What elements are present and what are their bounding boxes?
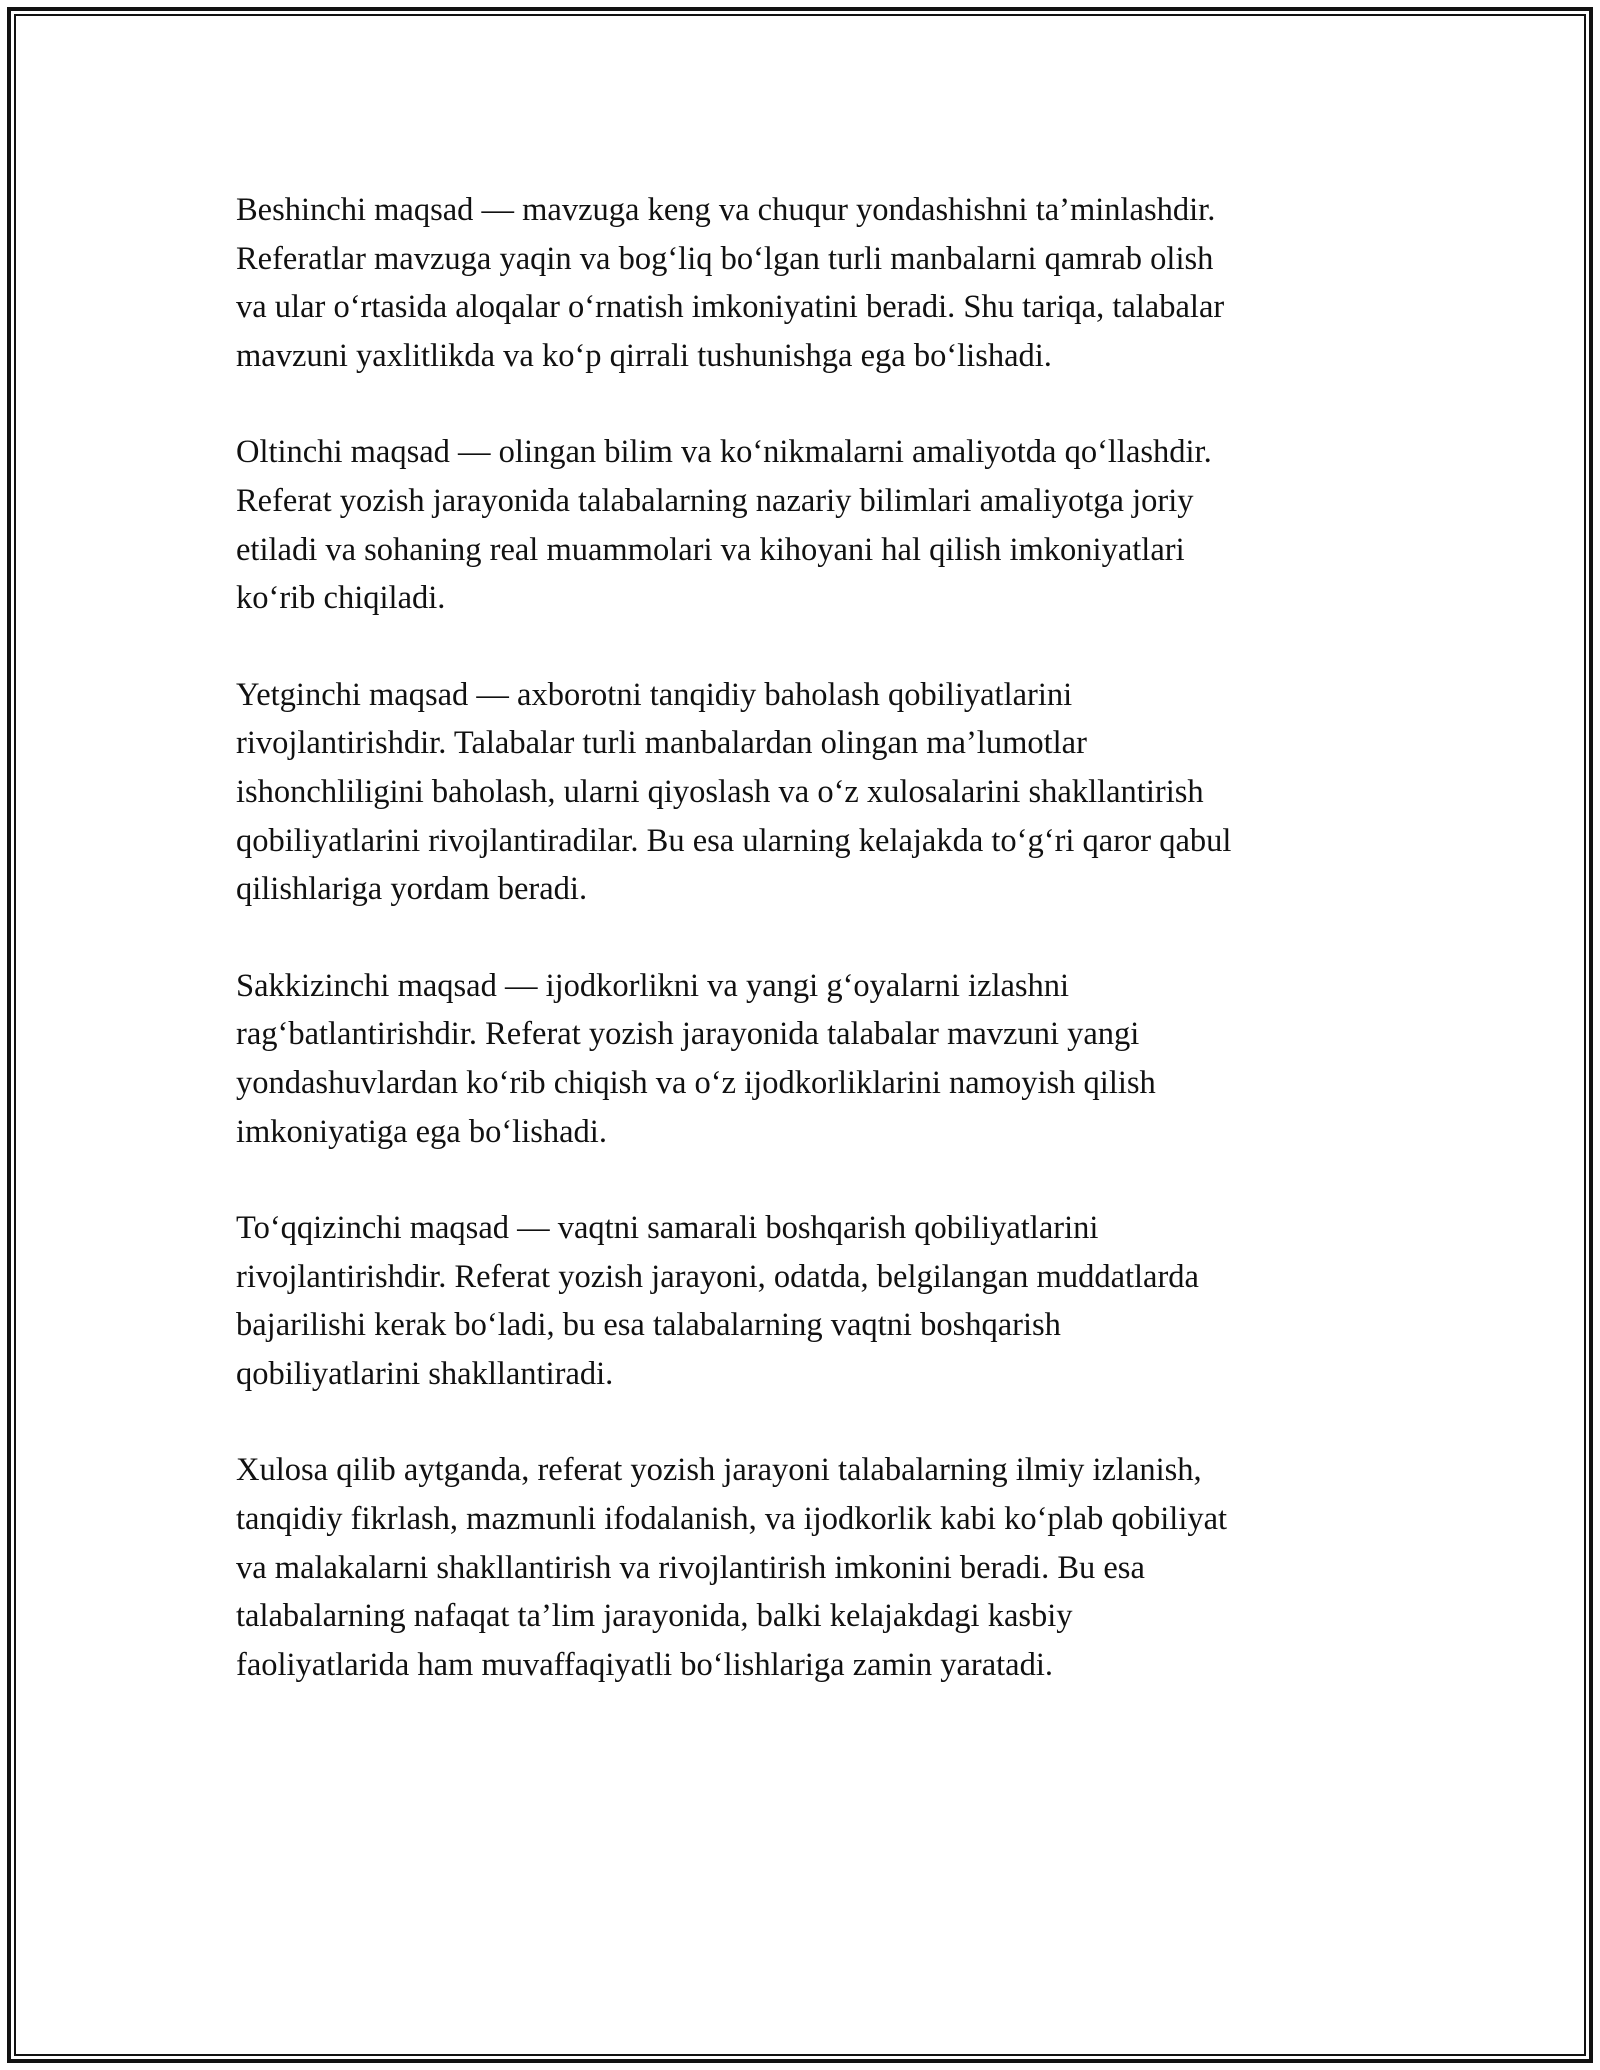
paragraph-eighth-goal bbox=[236, 962, 1386, 1156]
text-line: mavzuni yaxlitlikda va ko‘p qirrali tushunishga ega bo‘lishadi. bbox=[236, 337, 1052, 374]
text-line: Sakkizinchi maqsad — ijodkorlikni va yangi g‘oyalarni izlashni bbox=[236, 967, 1070, 1004]
paragraph-ninth-goal bbox=[236, 1204, 1386, 1398]
text-line: ishonchliligini baholash, ularni qiyoslash va o‘z xulosalarini shakllantirish bbox=[236, 773, 1204, 810]
text-line: imkoniyatiga ega bo‘lishadi. bbox=[236, 1113, 607, 1150]
paragraph-sixth-goal bbox=[236, 428, 1386, 622]
text-line: Referat yozish jarayonida talabalarning nazariy bilimlari amaliyotga joriy bbox=[236, 482, 1194, 519]
text-line: Oltinchi maqsad — olingan bilim va ko‘nikmalarni amaliyotda qo‘llashdir. bbox=[236, 434, 1212, 471]
text-line: faoliyatlarida ham muvaffaqiyatli bo‘lishlariga zamin yaratadi. bbox=[236, 1646, 1054, 1683]
text-line: qilishlariga yordam beradi. bbox=[236, 871, 588, 908]
text-line: etiladi va sohaning real muammolari va kihoyani hal qilish imkoniyatlari bbox=[236, 531, 1185, 568]
text-line: Beshinchi maqsad — mavzuga keng va chuqur yondashishni ta’minlashdir. bbox=[236, 192, 1216, 228]
text-line: va ular o‘rtasida aloqalar o‘rnatish imkoniyatini beradi. Shu tariqa, talabalar bbox=[236, 289, 1225, 326]
text-line: yondashuvlardan ko‘rib chiqish va o‘z ijodkorliklarini namoyish qilish bbox=[236, 1064, 1156, 1101]
text-line: bajarilishi kerak bo‘ladi, bu esa talabalarning vaqtni boshqarish bbox=[236, 1307, 1061, 1344]
text-line: To‘qqizinchi maqsad — vaqtni samarali boshqarish qobiliyatlarini bbox=[236, 1210, 1099, 1247]
text-line: tanqidiy fikrlash, mazmunli ifodalanish, va ijodkorlik kabi ko‘plab qobiliyat bbox=[236, 1501, 1228, 1538]
text-line: Referatlar mavzuga yaqin va bog‘liq bo‘lgan turli manbalarni qamrab olish bbox=[236, 240, 1214, 277]
text-line: qobiliyatlarini rivojlantiradilar. Bu esa ularning kelajakda to‘g‘ri qaror qabul bbox=[236, 822, 1232, 859]
paragraph-conclusion bbox=[236, 1446, 1386, 1689]
text-line: rivojlantirishdir. Talabalar turli manbalardan olingan ma’lumotlar bbox=[236, 725, 1087, 762]
paragraph-seventh-goal bbox=[236, 671, 1386, 914]
text-line: rag‘batlantirishdir. Referat yozish jarayonida talabalar mavzuni yangi bbox=[236, 1016, 1140, 1053]
text-line: qobiliyatlarini shakllantiradi. bbox=[236, 1355, 614, 1392]
text-line: ko‘rib chiqiladi. bbox=[236, 580, 446, 617]
text-line: rivojlantirishdir. Referat yozish jarayoni, odatda, belgilangan muddatlarda bbox=[236, 1258, 1199, 1295]
paragraph-fifth-goal bbox=[236, 186, 1386, 380]
text-line: va malakalarni shakllantirish va rivojlantirish imkonini beradi. Bu esa bbox=[236, 1549, 1145, 1586]
text-line: talabalarning nafaqat ta’lim jarayonida, balki kelajakdagi kasbiy bbox=[236, 1598, 1073, 1635]
document-body bbox=[236, 186, 1386, 1737]
text-line: Xulosa qilib aytganda, referat yozish jarayoni talabalarning ilmiy izlanish, bbox=[236, 1452, 1202, 1489]
text-line: Yetginchi maqsad — axborotni tanqidiy baholash qobiliyatlarini bbox=[236, 676, 1073, 713]
